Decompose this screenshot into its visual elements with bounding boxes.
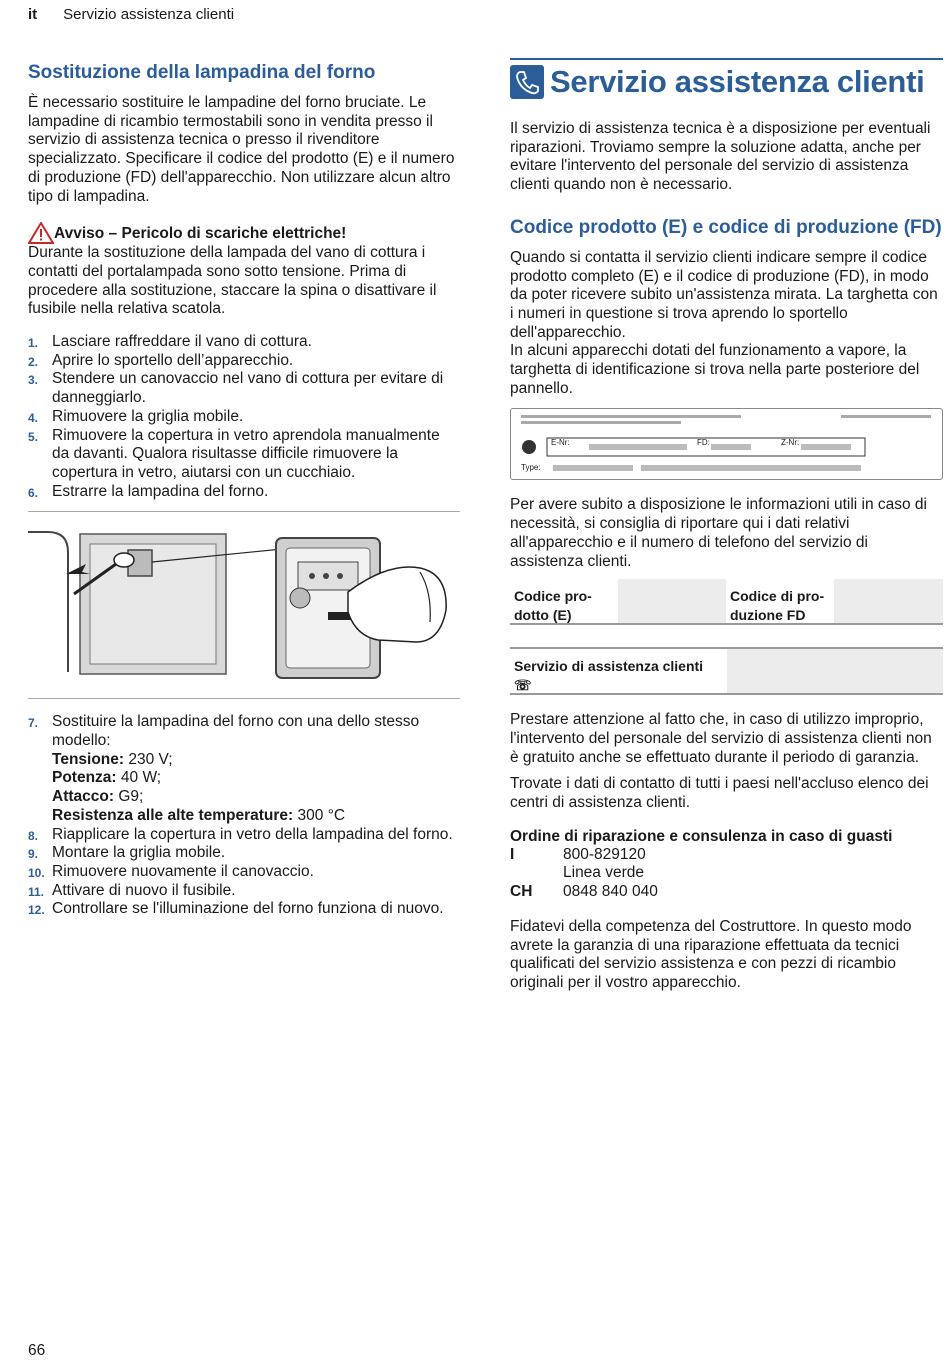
codes-paragraph-2: In alcuni apparecchi dotati del funzionamento a vapore, la targhetta di identificazione si trova nella parte posteriore del pannello. <box>510 342 920 397</box>
list-item: 2. Aprire lo sportello dell’apparecchio. <box>28 351 294 369</box>
contact-title: Ordine di riparazione e consulenza in caso di guasti <box>510 827 893 845</box>
service-intro: Il servizio di assistenza tecnica è a disposizione per eventuali riparazioni. Troviamo sempre la soluzione adatta, anche per evitare l'intervento del personale del servizio di assistenza clienti quando non è necessario. <box>510 120 931 194</box>
service-title <box>510 58 943 100</box>
table-row <box>510 647 943 695</box>
warning-title-text: Avviso – Pericolo di scariche elettriche! <box>54 224 347 242</box>
warning-title <box>28 222 460 244</box>
label-servizio: Servizio di assistenza clienti ☏ <box>514 658 704 694</box>
section-title-lamp: Sostituzione della lampadina del forno <box>28 62 376 83</box>
codes-paragraph-1: Quando si contatta il servizio clienti indicare sempre il codice prodotto completo (E) e il codice di produzione (FD), in modo da poter ricevere subito un'assistenza mirata. La targhetta con i numeri in questione si trova aprendo lo sportello dell'apparecchio. <box>510 248 938 341</box>
header-section: Servizio assistenza clienti <box>63 6 235 23</box>
list-item: 10. Rimuovere nuovamente il canovaccio. <box>28 862 314 880</box>
language-code: it <box>28 6 38 23</box>
list-item: 4. Rimuovere la griglia mobile. <box>28 407 244 425</box>
service-title-text: Servizio assistenza clienti <box>550 64 925 99</box>
rating-plate-illustration <box>510 408 943 480</box>
steps-list-a <box>28 333 460 501</box>
contacts-paragraph: Trovate i dati di contatto di tutti i paesi nell'accluso elenco dei centri di assistenza clienti. <box>510 775 929 812</box>
list-item: 9. Montare la griglia mobile. <box>28 844 226 862</box>
list-item: 7. Sostituire la lampadina del forno con una dello stesso modello: Tensione: 230 V; Potenza: 40 W; Attacco: G9; Resistenza alle alte temperature: 300 °C <box>28 713 460 825</box>
label-codice-produzione: Codice di pro-duzione FD <box>730 588 825 624</box>
list-item: 6. Estrarre la lampadina del forno. <box>28 482 269 500</box>
list-item: 1. Lasciare raffreddare il vano di cottura. <box>28 333 312 351</box>
section-title-codes: Codice prodotto (E) e codice di produzione (FD) <box>510 216 942 238</box>
field-codice-prodotto[interactable] <box>618 579 726 623</box>
table-row <box>510 579 943 625</box>
field-codice-produzione[interactable] <box>834 579 943 623</box>
lamp-specs: Tensione: 230 V; Potenza: 40 W; Attacco: G9; Resistenza alle alte temperature: 300 °C <box>52 750 346 824</box>
lamp-intro: È necessario sostituire le lampadine del forno bruciate. Le lampadine di ricambio termostabili sono in vendita presso il servizio di assistenza tecnica o presso il rivenditore specializzato. Specificare il codice del prodotto (E) e il numero di produzione (FD) dell'apparecchio. Non utilizzare alcun altro tipo di lampadina. <box>28 94 455 205</box>
phone-small-icon: ☏ <box>514 677 532 694</box>
lamp-replacement-illustration <box>28 511 460 699</box>
warning-triangle-icon <box>28 222 54 244</box>
left-column <box>28 58 460 919</box>
field-servizio[interactable] <box>727 649 943 693</box>
list-item: 11. Attivare di nuovo il fusibile. <box>28 881 236 899</box>
plate-znr-label: Z-Nr: <box>781 438 800 448</box>
list-item: 8. Riapplicare la copertura in vetro della lampadina del forno. <box>28 825 453 843</box>
label-codice-prodotto: Codice pro-dotto (E) <box>514 588 592 624</box>
list-item: 5. Rimuovere la copertura in vetro aprendola manualmente da davanti. Qualora risultasse difficile rimuovere la copertura in vetro, aiutarsi con un cucchiaio. <box>28 426 440 481</box>
contact-row: Linea verde <box>563 864 645 882</box>
warranty-paragraph: Prestare attenzione al fatto che, in caso di utilizzo improprio, l'intervento del personale del servizio di assistenza clienti non è gratuito anche se effettuato durante il periodo di garanzia. <box>510 711 932 766</box>
contact-row: CH 0848 840 040 <box>510 883 658 901</box>
contact-row: I 800-829120 <box>510 845 646 863</box>
plate-type-label: Type: <box>521 463 541 473</box>
trust-paragraph: Fidatevi della competenza del Costruttore. In questo modo avrete la garanzia di una riparazione effettuata da tecnici qualificati del servizio assistenza e con pezzi di ricambio originali per il vostro apparecchio. <box>510 917 912 991</box>
plate-enr-label: E-Nr: <box>551 438 570 448</box>
warning-text: Durante la sostituzione della lampada del vano di cottura i contatti del portalampada sono sotto tensione. Prima di procedere alla sostituzione, staccare la spina o disattivare il fusibile nella relativa scatola. <box>28 244 437 318</box>
phone-icon <box>510 65 544 99</box>
codes-paragraph-3: Per avere subito a disposizione le informazioni utili in caso di necessità, si consiglia di riportare qui i dati relativi all'apparecchio e il numero di telefono del servizio di assistenza clienti. <box>510 496 927 570</box>
page-number: 66 <box>28 1342 46 1359</box>
plate-fd-label: FD: <box>697 438 710 448</box>
right-column <box>510 58 943 1001</box>
device-data-table <box>510 579 943 695</box>
list-item: 12. Controllare se l'illuminazione del forno funziona di nuovo. <box>28 900 444 918</box>
steps-list-b <box>28 713 460 919</box>
list-item: 3. Stendere un canovaccio nel vano di cottura per evitare di danneggiarlo. <box>28 370 444 407</box>
oven-lamp-illustration <box>28 512 460 698</box>
page-header <box>28 6 234 23</box>
